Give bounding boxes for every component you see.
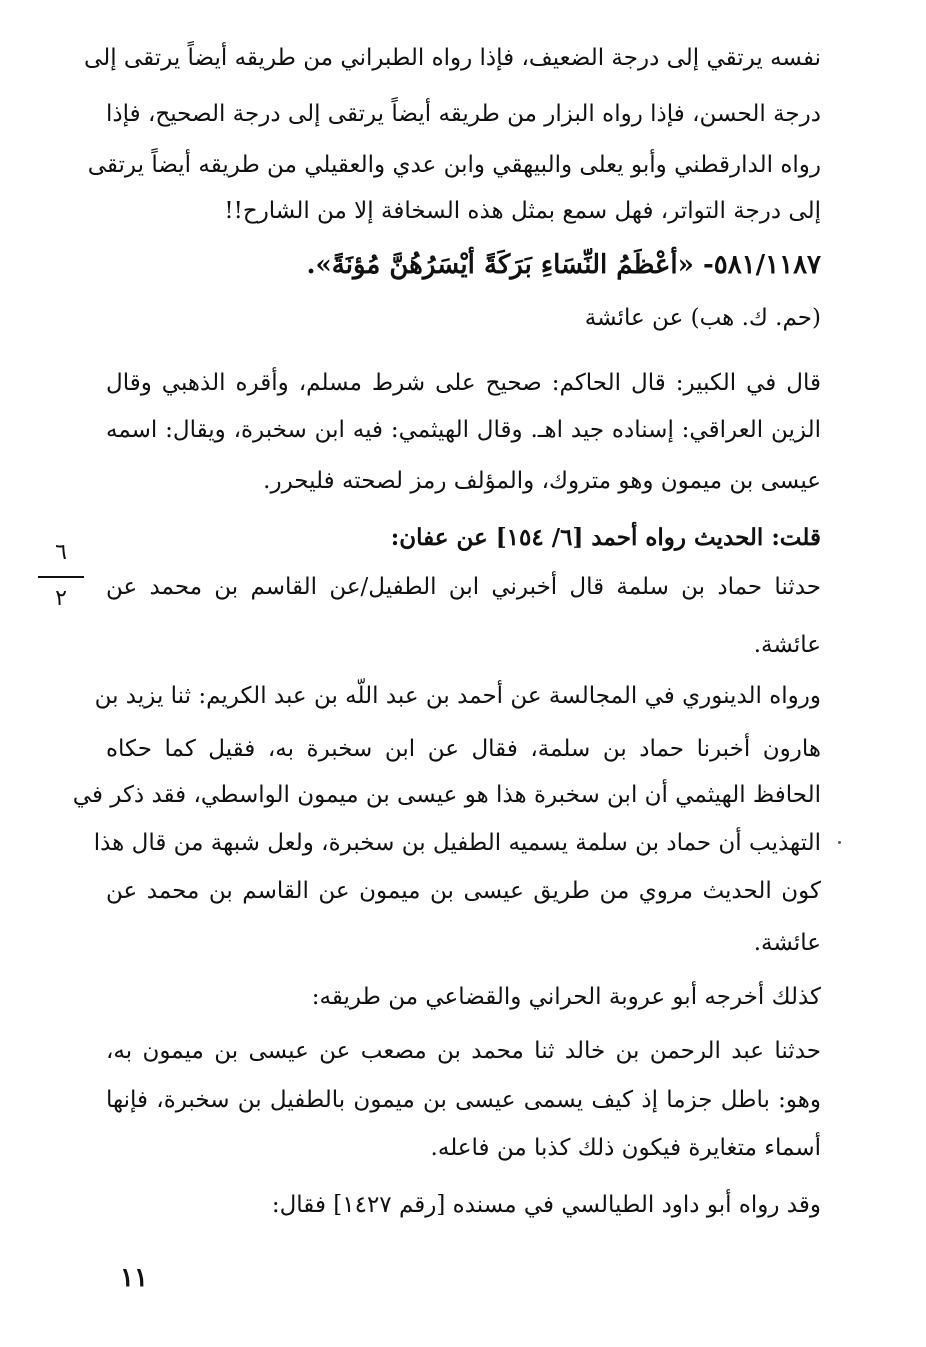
scan-speck [838, 841, 841, 844]
text-line: حدثنا حماد بن سلمة قال أخبرني ابن الطفيل/عن القاسم بن محمد عن [106, 574, 821, 600]
text-line: قال في الكبير: قال الحاكم: صحيح على شرط مسلم، وأقره الذهبي وقال [106, 370, 821, 396]
margin-note-divider [38, 576, 84, 578]
text-line: رواه الدارقطني وأبو يعلى والبيهقي وابن عدي والعقيلي من طريقه أيضاً يرتقى [87, 152, 821, 178]
text-line: حدثنا عبد الرحمن بن خالد ثنا محمد بن مصعب عن عيسى بن ميمون به، [106, 1038, 821, 1064]
page-number: ١١ [120, 1263, 148, 1293]
text-line: وهو: باطل جزما إذ كيف يسمى عيسى بن ميمون بالطفيل بن سخبرة، فإنها [106, 1087, 821, 1113]
text-line: التهذيب أن حماد بن سلمة يسميه الطفيل بن سخبرة، ولعل شبهة من قال هذا [93, 830, 821, 856]
source-attribution: (حم. ك. هب) عن عائشة [584, 305, 821, 331]
text-line: أسماء متغايرة فيكون ذلك كذبا من فاعله. [430, 1135, 821, 1161]
margin-note-numerator: ٦ [55, 540, 67, 565]
hadith-heading: ٥٨١/١١٨٧- «أعْظَمُ النِّسَاءِ بَرَكَةً أيْسَرُهُنَّ مُؤنَةً». [306, 250, 821, 280]
text-line: إلى درجة التواتر، فهل سمع بمثل هذه السخافة إلا من الشارح!! [224, 198, 821, 224]
text-line: عائشة. [753, 930, 821, 956]
text-line: وقد رواه أبو داود الطيالسي في مسنده [رقم ١٤٢٧] فقال: [271, 1192, 821, 1218]
margin-note-denominator: ٢ [55, 586, 67, 611]
text-line: نفسه يرتقي إلى درجة الضعيف، فإذا رواه الطبراني من طريقه أيضاً يرتقى إلى [84, 45, 821, 71]
text-line: كون الحديث مروي من طريق عيسى بن ميمون عن القاسم بن محمد عن [106, 878, 821, 904]
text-line: عيسى بن ميمون وهو متروك، والمؤلف رمز لصحته فليحرر. [263, 468, 821, 494]
text-line: عائشة. [753, 632, 821, 658]
text-line: الزين العراقي: إسناده جيد اهـ. وقال الهيثمي: فيه ابن سخبرة، ويقال: اسمه [106, 417, 821, 443]
qultu-line: قلت: الحديث رواه أحمد [٦/ ١٥٤] عن عفان: [390, 524, 821, 551]
text-line: كذلك أخرجه أبو عروبة الحراني والقضاعي من طريقه: [311, 984, 821, 1010]
text-line: الحافظ الهيثمي أن ابن سخبرة هذا هو عيسى بن ميمون الواسطي، فقد ذكر في [72, 782, 821, 808]
margin-volume-page-note [34, 540, 88, 616]
text-line: ورواه الدينوري في المجالسة عن أحمد بن عبد اللّه بن عبد الكريم: ثنا يزيد بن [94, 683, 821, 709]
text-line: درجة الحسن، فإذا رواه البزار من طريقه أيضاً يرتقى إلى درجة الصحيح، فإذا [106, 101, 821, 127]
text-line: هارون أخبرنا حماد بن سلمة، فقال عن ابن سخبرة به، فقيل كما حكاه [106, 736, 821, 762]
